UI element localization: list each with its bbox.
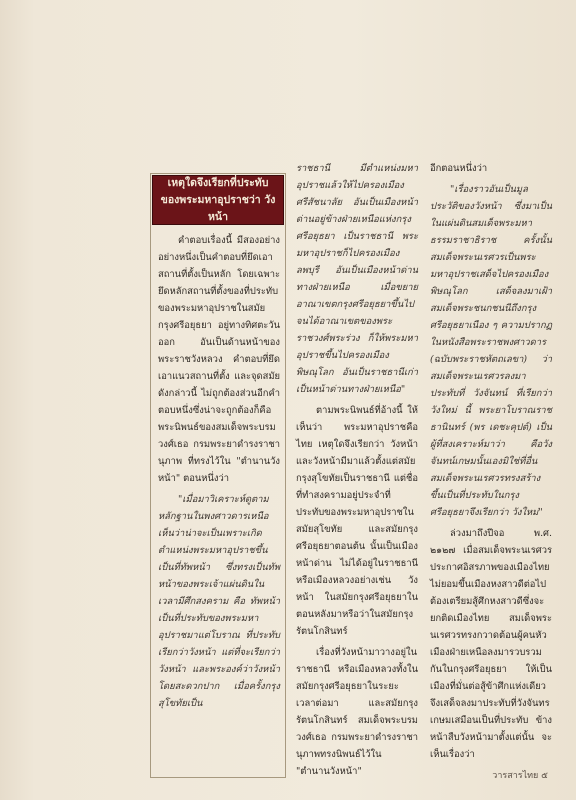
column-2 xyxy=(296,160,418,777)
column-2-quote: ราชธานี มีตำแหน่งมหาอุปราชแล้วให้ไปครองเมืองศรีสัชนาลัย อันเป็นเมืองหน้าด่านอยู่ข้างฝ่ายเหนือแห่งกรุงศรีอยุธยา เป็นราชธานี พระมหาอุปราชก็ไปครองเมืองลพบุรี อันเป็นเมืองหน้าด่านทางฝ่ายเหนือ เมื่อขยายอาณาเขตกรุงศรีอยุธยาขึ้นไปจนได้อาณาเขตของพระราชวงศ์พระร่วง ก็ให้พระมหาอุปราชขึ้นไปครองเมืองพิษณุโลก อันเป็นราชธานีเก่า เป็นหน้าด่านทางฝ่ายเหนือ" xyxy=(296,163,418,395)
column-3-paragraph: ล่วงมาถึงปีจอ พ.ศ. ๒๑๒๗ เมื่อสมเด็จพระนเรศวรประกาศอิสรภาพของเมืองไทย ไม่ยอมขึ้นเมืองหงสาวดีต่อไป ต้องเตรียมสู้ศึกหงสาวดีซึ่งจะยกติดเมืองไทย สมเด็จพระนเรศวรทรงกวาดต้อนผู้คนหัวเมืองฝ่ายเหนือลงมารวบรวมกันในกรุงศรีอยุธยา ให้เป็นเมืองที่มั่นต่อสู้ข้าศึกแห่งเดียว จึงเสด็จลงมาประทับที่วังจันทรเกษมเสมือนเป็นที่ประทับ ข้างหน้าสืบวังหน้ามาตั้งแต่นั้น จะเห็นเรื่องว่า xyxy=(430,528,552,760)
column-3-quote: "เรื่องราวอันเป็นมูลประวัติของวังหน้า ซึ่งมาเป็นในแผ่นดินสมเด็จพระมหาธรรมราชาธิราช ครั้งนั้นสมเด็จพระนเรศวรเป็นพระมหาอุปราชเสด็จไปครองเมืองพิษณุโลก เสด็จลงมาเฝ้าสมเด็จพระชนกชนนีถึงกรุงศรีอยุธยาเนือง ๆ ความปรากฏในหนังสือพระราชพงศาวดาร (ฉบับพระราชหัตถเลขา) ว่า สมเด็จพระนเรศวรลงมาประทับที่ วังจันทน์ ที่เรียกว่า วังใหม่ นี้ พระยาโบราณราชธานินทร์ (พร เดชะคุปต์) เป็นผู้ที่สงเคราะห์มาว่า คือวังจันทน์เกษมนั้นเองมิใช่ที่อื่น สมเด็จพระนเรศวรทรงสร้างขึ้นเป็นที่ประทับในกรุงศรีอยุธยาจึงเรียกว่า วังใหม่" xyxy=(430,184,552,518)
column-1 xyxy=(158,232,280,716)
page-footer: วารสารไทย ๕ xyxy=(492,771,548,781)
column-2-paragraph-2: เรื่องที่วังหน้ามาวางอยู่ในราชธานี หรือเมืองหลวงทั้งในสมัยกรุงศรีอยุธยาในระยะเวลาต่อมา และสมัยกรุงรัตนโกสินทร์ สมเด็จพระบรมวงศ์เธอ กรมพระยาดำรงราชานุภาพทรงนิพนธ์ไว้ใน "ตำนานวังหน้า" xyxy=(296,647,418,777)
section-title-box xyxy=(152,175,284,225)
column-2-paragraph-1: ตามพระนิพนธ์ที่อ้างนี้ ให้เห็นว่า พระมหาอุปราชคือ ไทย เหตุใดจึงเรียกว่า วังหน้า และวังหน้ามีมาแล้วตั้งแต่สมัยกรุงสุโขทัยเป็นราชธานี แต่ชื่อที่ทำสงครามอยู่ประจำที่ประทับของพระมหาอุปราชในสมัยสุโขทัย และสมัยกรุงศรีอยุธยาตอนต้น นั้นเป็นเมืองหน้าด่าน ไม่ได้อยู่ในราชธานีหรือเมืองหลวงอย่างเช่น วังหน้า ในสมัยกรุงศรีอยุธยาในตอนหลังมาหรือว่าในสมัยกรุงรัตนโกสินทร์ xyxy=(296,405,418,637)
section-title: เหตุใดจึงเรียกที่ประทับของพระมหาอุปราชว่า วังหน้า xyxy=(160,176,276,223)
column-3 xyxy=(430,160,552,767)
column-1-paragraph: คำตอบเรื่องนี้ มีสองอย่าง อย่างหนึ่งเป็นคำตอบที่ยึดเอาสถานที่ตั้งเป็นหลัก โดยเฉพาะยึดหลักสถานที่ตั้งของที่ประทับของพระมหาอุปราชในสมัยกรุงศรีอยุธยา อยู่ทางทิศตะวันออก อันเป็นด้านหน้าของพระราชวังหลวง คำตอบที่ยึดเอาแนวสถานที่ตั้ง และจุดสมัยดังกล่าวนี้ ไม่ถูกต้องส่วนอีกคำตอบหนึ่งซึ่งน่าจะถูกต้องก็คือ พระนิพนธ์ของสมเด็จพระบรมวงศ์เธอ กรมพระยาดำรงราชานุภาพ ที่ทรงไว้ใน "ตำนานวังหน้า" ตอนหนึ่งว่า xyxy=(158,235,280,484)
column-1-quote: "เมื่อมาวิเคราะห์ดูตามหลักฐานในพงศาวดารเหนือ เห็นว่าน่าจะเป็นเพราะเกิดตำแหน่งพระมหาอุปราชขึ้นเป็นที่ทัพหน้า ซึ่งทรงเป็นทัพหน้าของพระเจ้าแผ่นดินในเวลามีศึกสงคราม คือ ทัพหน้าเป็นที่ประทับของพระมหาอุปราชมาแต่โบราณ ที่ประทับเรียกว่าวังหน้า แต่ที่จะเรียกว่า วังหน้า และพระองค์ว่าวังหน้า โดยสะดวกปาก เมื่อครั้งกรุงสุโขทัยเป็น xyxy=(158,494,280,709)
column-3-lead: อีกตอนหนึ่งว่า xyxy=(430,163,488,174)
